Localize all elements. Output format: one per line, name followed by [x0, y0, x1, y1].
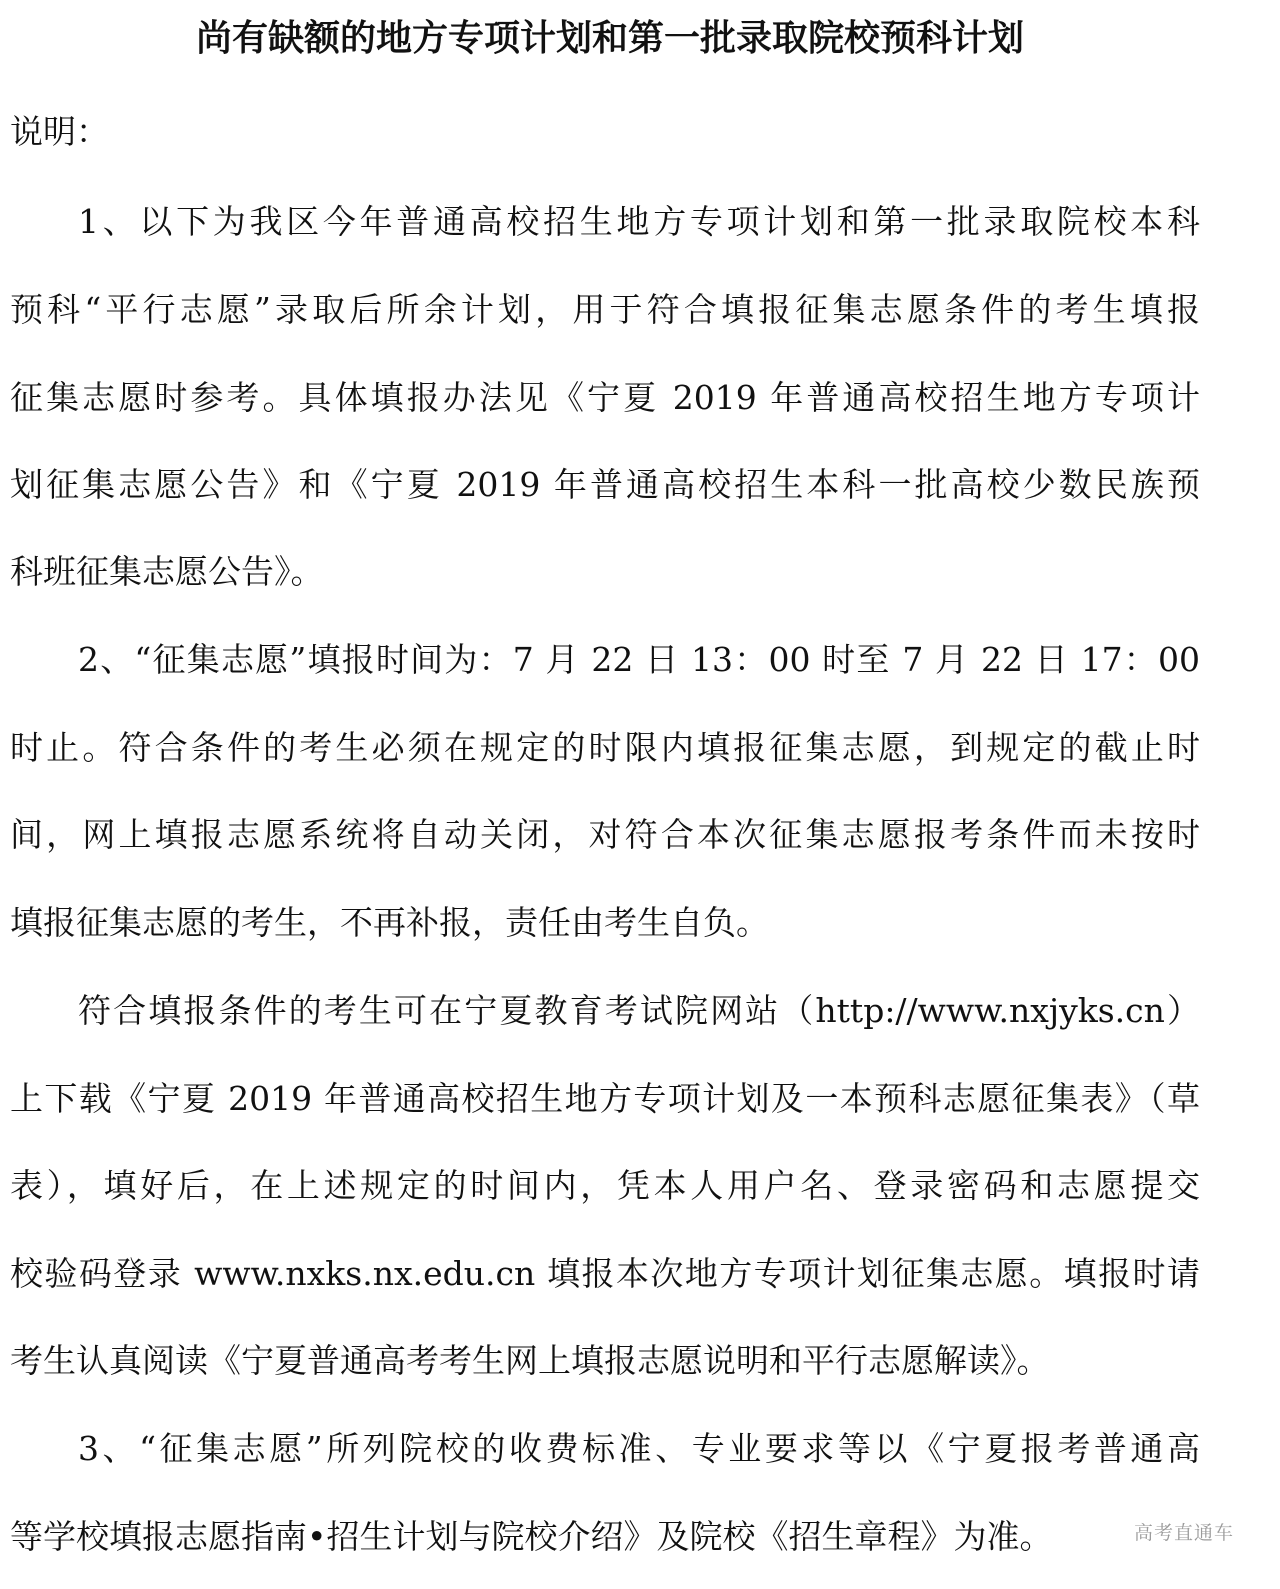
paragraph-3-line-4: 校验码登录 www.nxks.nx.edu.cn 填报本次地方专项计划征集志愿。填报时请 [10, 1254, 1200, 1293]
paragraph-1-line-1: 1、以下为我区今年普通高校招生地方专项计划和第一批录取院校本科 [78, 202, 1200, 241]
paragraph-1-line-2: 预科“平行志愿”录取后所余计划，用于符合填报征集志愿条件的考生填报 [10, 290, 1200, 329]
paragraph-2-line-2: 时止。符合条件的考生必须在规定的时限内填报征集志愿，到规定的截止时 [10, 728, 1200, 767]
paragraph-4-line-1: 3、“征集志愿”所列院校的收费标准、专业要求等以《宁夏报考普通高 [78, 1429, 1200, 1468]
paragraph-3-line-2: 上下载《宁夏 2019 年普通高校招生地方专项计划及一本预科志愿征集表》（草 [10, 1079, 1200, 1118]
paragraph-3-line-3: 表），填好后，在上述规定的时间内，凭本人用户名、登录密码和志愿提交 [10, 1166, 1200, 1205]
paragraph-2-line-3: 间，网上填报志愿系统将自动关闭，对符合本次征集志愿报考条件而未按时 [10, 815, 1200, 854]
section-heading: 说明： [10, 112, 109, 151]
paragraph-1-line-3: 征集志愿时参考。具体填报办法见《宁夏 2019 年普通高校招生地方专项计 [10, 378, 1200, 417]
document-title: 尚有缺额的地方专项计划和第一批录取院校预科计划 [195, 18, 1024, 59]
paragraph-4-line-2: 等学校填报志愿指南•招生计划与院校介绍》及院校《招生章程》为准。 [10, 1517, 1053, 1556]
paragraph-3-line-1: 符合填报条件的考生可在宁夏教育考试院网站（http://www.nxjyks.cn） [78, 991, 1200, 1030]
paragraph-1-line-4: 划征集志愿公告》和《宁夏 2019 年普通高校招生本科一批高校少数民族预 [10, 465, 1200, 504]
watermark: 高考直通车 [1133, 1522, 1234, 1544]
paragraph-1-line-5: 科班征集志愿公告》。 [10, 552, 324, 591]
paragraph-2-line-1: 2、“征集志愿”填报时间为：7 月 22 日 13：00 时至 7 月 22 日 17：00 [78, 640, 1200, 679]
paragraph-2-line-4: 填报征集志愿的考生，不再补报，责任由考生自负。 [10, 903, 769, 942]
paragraph-3-line-5: 考生认真阅读《宁夏普通高考考生网上填报志愿说明和平行志愿解读》。 [10, 1341, 1050, 1380]
